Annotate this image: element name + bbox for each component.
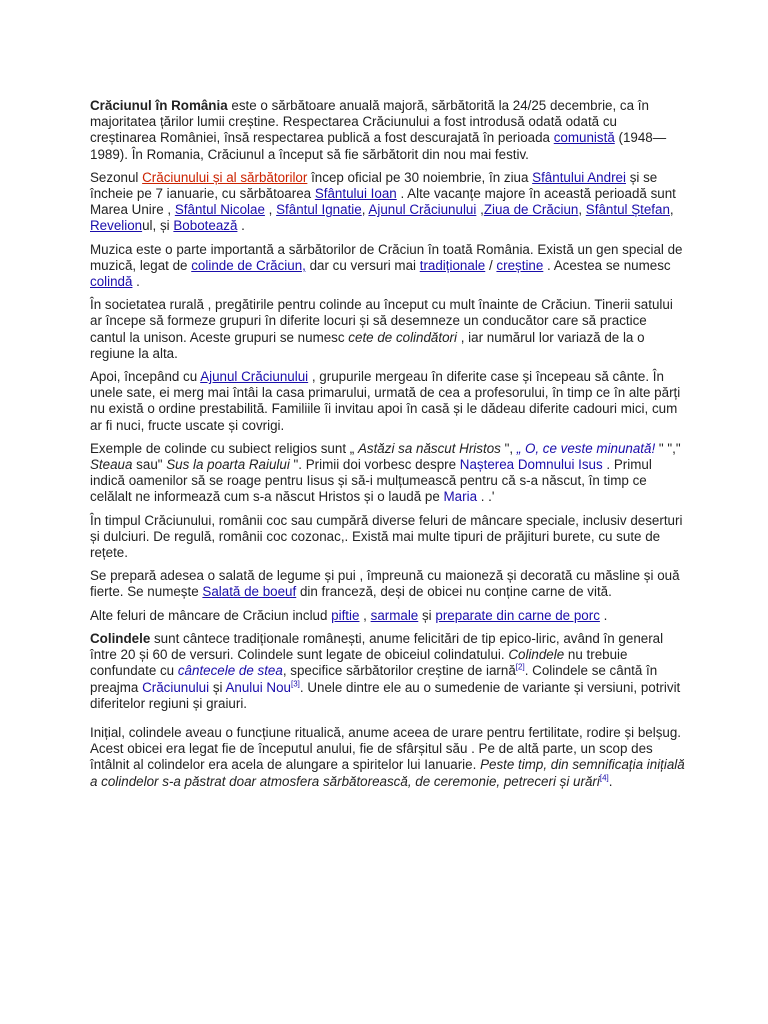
document-body <box>90 98 686 797</box>
link-revelion[interactable]: Revelion <box>90 218 143 234</box>
link-sfantul-stefan[interactable]: Sfântul Ștefan <box>585 202 670 218</box>
paragraph-music: Muzica este o parte importantă a sărbătorilor de Crăciun în toată România. Există un gen special de muzică, legat de colinde de Crăciun, dar cu versuri mai tradiționale / creștine . Acestea se numesc colindă . <box>90 241 683 290</box>
link-sfantului-andrei[interactable]: Sfântului Andrei <box>532 169 626 185</box>
link-crestine[interactable]: creștine <box>496 257 544 273</box>
paragraph-food: În timpul Crăciunului, românii coc sau cumpără diverse feluri de mâncare speciale, inclusiv deserturi și dulciuri. De regulă, românii coc cozonac,. Există mai multe tipuri de prăjituri burete, cu sute de rețete. <box>90 512 683 561</box>
link-salata-de-boeuf[interactable]: Salată de boeuf <box>202 584 297 600</box>
link-preparate-carne-porc[interactable]: preparate din carne de porc <box>435 607 600 623</box>
paragraph-rural-society: În societatea rurală , pregătirile pentru colinde au început cu mult înainte de Crăciun. Tinerii satului ar începe să formeze grupuri în diferite locuri și să desemneze un conducător care să practice cantul la unison. Aceste grupuri se numesc cete de colindători , iar numărul lor variază de la o regiune la alta. <box>90 297 673 361</box>
link-comunista[interactable]: comunistă <box>553 130 615 146</box>
paragraph-salad: Se prepară adesea o salată de legume și pui , împreună cu maioneză și decorată cu măsline și ouă fierte. Se numește Salată de boeuf din franceză, deși de obicei nu conține carne de vită. <box>90 568 680 600</box>
paragraph-ritual: Inițial, colindele aveau o funcțiune ritualică, anume aceea de urare pentru fertilitate, rodire și belșug. Acest obicei era legat fie de începutul anului, fie de sfârșitul său . Pe de altă parte, un scop des întâlnit al colindelor era acela de alungare a spiritelor lui Ianuarie. Peste timp, din semnificația inițială a colindelor s-a păstrat doar atmosfera sărbătorească, de ceremonie, petreceri și urări[4]. <box>90 724 685 789</box>
nasterea-domnului-text: Nașterea Domnului Isus <box>459 457 603 473</box>
cantecele-de-stea-text: cântecele de stea <box>177 663 283 679</box>
craciunului-text: Crăciunului <box>142 679 210 695</box>
footnote-3[interactable]: [3] <box>291 679 300 689</box>
link-ziua-de-craciun[interactable]: Ziua de Crăciun <box>483 202 579 218</box>
link-sfantul-ignatie[interactable]: Sfântul Ignatie <box>276 202 362 218</box>
link-piftie[interactable]: piftie <box>331 607 360 623</box>
paragraph-other-dishes: Alte feluri de mâncare de Crăciun includ piftie , sarmale și preparate din carne de porc . <box>90 607 608 623</box>
link-sfantului-ioan[interactable]: Sfântului Ioan <box>314 186 397 202</box>
link-ajunul-craciunului-2[interactable]: Ajunul Crăciunului <box>200 369 309 385</box>
link-sarmale[interactable]: sarmale <box>370 607 419 623</box>
paragraph-intro: Crăciunul în România este o sărbătoare anuală majoră, sărbătorită la 24/25 decembrie, ca în majoritatea țărilor lumii creștine. Respectarea Crăciunului a fost introdusă odată odată cu creștinarea României, însă respectarea publică a fost descurajată în perioada comunistă (1948—1989). În Romania, Crăciunul a început să fie sărbătorit din nou mai festiv. <box>90 98 667 162</box>
anului-nou-text: Anului Nou <box>225 679 291 695</box>
link-traditionale[interactable]: tradiționale <box>419 257 486 273</box>
paragraph-season: Sezonul Crăciunului și al sărbătorilor încep oficial pe 30 noiembrie, în ziua Sfântului Andrei și se încheie pe 7 ianuarie, cu sărbătoarea Sfântului Ioan . Alte vacanțe majore în această perioadă sunt Marea Unire , Sfântul Nicolae , Sfântul Ignatie, Ajunul Crăciunului ,Ziua de Crăciun, Sfântul Ștefan, Revelionul, și Bobotează . <box>90 169 676 234</box>
paragraph-colindele: Colindele sunt cântece tradiționale românești, anume felicitări de tip epico-liric, având în general între 20 și 60 de versuri. Colindele sunt legate de obiceiul colindatului. Colindele nu trebuie confundate cu cântecele de stea, specifice sărbătorilor creștine de iarnă[2]. Colindele se cântă în preajma Crăciunului și Anului Nou[3]. Unele dintre ele au o sumedenie de variante și versiuni, potrivit diferitelor regiuni și graiuri. <box>90 630 681 711</box>
footnote-2[interactable]: [2] <box>515 662 525 672</box>
article-title: Crăciunul în România <box>90 98 228 113</box>
link-ajunul-craciunului[interactable]: Ajunul Crăciunului <box>368 202 477 218</box>
footnote-4[interactable]: [4] <box>599 773 609 783</box>
link-sfantul-nicolae[interactable]: Sfântul Nicolae <box>174 202 265 218</box>
paragraph-christmas-eve: Apoi, începând cu Ajunul Crăciunului , grupurile mergeau în diferite case și începeau să cânte. În unele sate, ei merg mai întâi la casa primarului, urmată de cea a profesorului, în timp ce în alte părți nu există o ordine prestabilită. Familiile îi invitau apoi în casă și le dădeau diferite cadouri mici, cum ar fi nuci, fructe uscate și covrigi. <box>90 369 681 433</box>
paragraph-religious-carols: Exemple de colinde cu subiect religios sunt „ Astăzi sa născut Hristos ", „ O, ce veste minunată! " "," Steaua sau" Sus la poarta Raiului ". Primii doi vorbesc despre Nașterea Domnului Isus . Primul indică oamenilor să se roage pentru Iisus și să-i mulțumească pentru că s-a născut, în timp ce celălalt ne informează cum s-a născut Hristos și o laudă pe Maria . .' <box>90 440 681 505</box>
link-colinda[interactable]: colindă <box>90 274 133 290</box>
link-colinde-de-craciun[interactable]: colinde de Crăciun, <box>191 257 306 273</box>
maria-text: Maria <box>443 489 478 505</box>
link-craciunului-sarbatorilor[interactable]: Crăciunului și al sărbătorilor <box>142 169 308 185</box>
link-boboteaza[interactable]: Bobotează <box>173 218 238 234</box>
